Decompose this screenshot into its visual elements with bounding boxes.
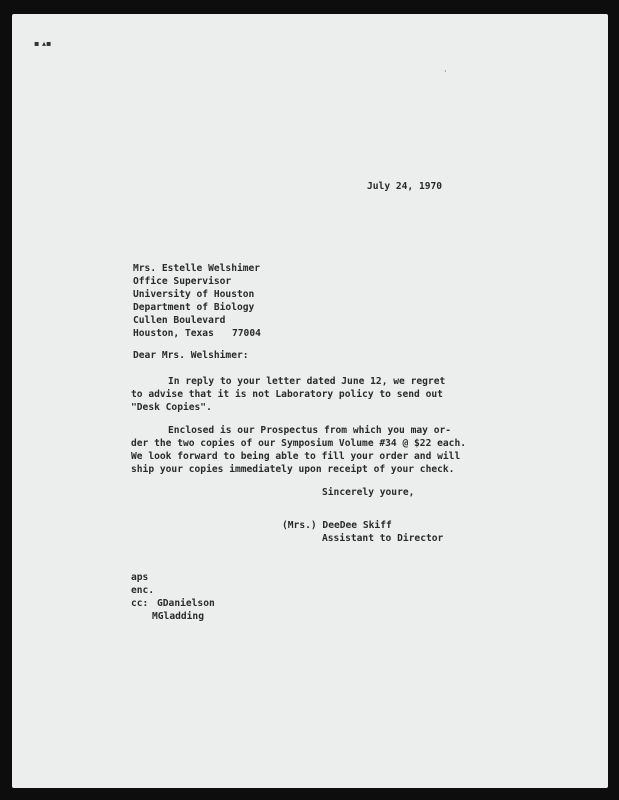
paragraph1-line1: In reply to your letter dated June 12, we regret	[168, 376, 446, 387]
signer-name: (Mrs.) DeeDee Skiff	[282, 520, 392, 531]
paragraph2-line1: Enclosed is our Prospectus from which you may or-	[168, 425, 452, 436]
punch-mark-icon: ▪ ▴▪	[34, 39, 52, 48]
cc-label: cc:	[131, 598, 149, 609]
recipient-city-state: Houston, Texas	[133, 328, 214, 339]
typist-initials: aps	[131, 572, 149, 583]
paragraph1-line3: "Desk Copies".	[131, 402, 212, 413]
recipient-institution: University of Houston	[133, 289, 255, 300]
letter-page	[12, 14, 608, 788]
cc-recipient-1: GDanielson	[157, 598, 215, 609]
recipient-title: Office Supervisor	[133, 276, 232, 287]
salutation: Dear Mrs. Welshimer:	[133, 350, 249, 361]
recipient-zip: 77004	[232, 328, 261, 339]
letter-date: July 24, 1970	[367, 181, 443, 192]
speck-mark-icon: ·	[444, 67, 447, 76]
paragraph2-line4: ship your copies immediately upon receipt of your check.	[131, 464, 455, 475]
paragraph2-line2: der the two copies of our Symposium Volume #34 @ $22 each.	[131, 438, 467, 449]
recipient-name: Mrs. Estelle Welshimer	[133, 263, 261, 274]
enclosure-note: enc.	[131, 585, 155, 596]
signer-title: Assistant to Director	[322, 533, 444, 544]
recipient-street: Cullen Boulevard	[133, 315, 226, 326]
recipient-department: Department of Biology	[133, 302, 255, 313]
paragraph1-line2: to advise that it is not Laboratory policy to send out	[131, 389, 443, 400]
paragraph2-line3: We look forward to being able to fill your order and will	[131, 451, 461, 462]
closing: Sincerely youre,	[322, 487, 415, 498]
cc-recipient-2: MGladding	[152, 611, 204, 622]
